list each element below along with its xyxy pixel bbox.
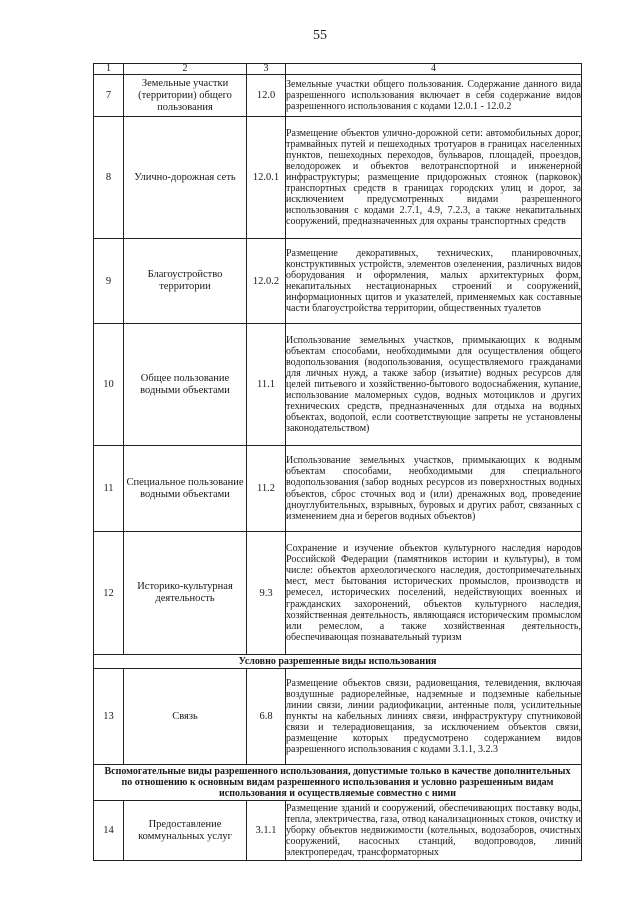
use-type-name: Связь — [124, 669, 247, 765]
use-type-code: 11.1 — [247, 324, 286, 446]
table-row-11 — [94, 446, 582, 532]
use-type-description: Размещение объектов связи, радиовещания, телевидения, включая воздушные радиорелейные, надземные и подземные кабельные линии связи, линии радиофикации, антенные поля, усилительные пункты на кабельных линиях связи, инфраструктуру спутниковой связи и телерадиовещания, за исключением объектов связи, размещение которых предусмотрено содержанием видов разрешенного использования с кодами 3.1.1, 3.2.3 — [286, 669, 582, 765]
section-title: Условно разрешенные виды использования — [94, 655, 582, 669]
row-number: 11 — [94, 446, 124, 532]
use-type-name: Благоустройство территории — [124, 239, 247, 324]
header-col-3: 3 — [247, 64, 286, 75]
use-type-description: Сохранение и изучение объектов культурного наследия народов Российской Федерации (памятников истории и культуры), в том числе: объектов археологического наследия, достопримечательных мест, мест бытования исторических промыслов, производств и ремесел, исторических поселений, недействующих военных и гражданских захоронений, объектов культурного наследия, хозяйственная деятельность, являющаяся историческим промыслом или ремеслом, а также хозяйственная деятельность, обеспечивающая познавательный туризм — [286, 532, 582, 655]
page-number: 55 — [313, 28, 327, 43]
table-row-12 — [94, 532, 582, 655]
row-number: 10 — [94, 324, 124, 446]
header-col-2: 2 — [124, 64, 247, 75]
use-type-name: Специальное пользование водными объектами — [124, 446, 247, 532]
table-row-10 — [94, 324, 582, 446]
table-row-9 — [94, 239, 582, 324]
table-row-14 — [94, 801, 582, 861]
use-type-description: Размещение декоративных, технических, планировочных, конструктивных устройств, элементов озеленения, различных видов оборудования и оформления, малых архитектурных форм, некапитальных нестационарных строений и сооружений, информационных щитов и указателей, применяемых как составные части благоустройства территории, общественных туалетов — [286, 239, 582, 324]
use-type-code: 12.0.1 — [247, 117, 286, 239]
use-type-code: 12.0.2 — [247, 239, 286, 324]
permitted-use-table — [93, 63, 582, 861]
row-number: 13 — [94, 669, 124, 765]
use-type-code: 11.2 — [247, 446, 286, 532]
table-row-13 — [94, 669, 582, 765]
use-type-description: Размещение объектов улично-дорожной сети: автомобильных дорог, трамвайных путей и пешеходных тротуаров в границах населенных пунктов, пешеходных переходов, бульваров, площадей, проездов, велодорожек и объектов велотранспортной и инженерной инфраструктуры; размещение придорожных стоянок (парковок) транспортных средств в границах городских улиц и дорог, за исключением предусмотренных видами разрешенного использования с кодами 2.7.1, 4.9, 7.2.3, а также некапитальных сооружений, предназначенных для охраны транспортных средств — [286, 117, 582, 239]
use-type-description: Использование земельных участков, примыкающих к водным объектам способами, необходимыми для специального водопользования (забор водных ресурсов из поверхностных водных объектов, сброс сточных вод и (или) дренажных вод, проведение дноуглубительных, взрывных, буровых и других работ, связанных с изменением дна и берегов водных объектов) — [286, 446, 582, 532]
row-number: 7 — [94, 75, 124, 117]
use-type-code: 9.3 — [247, 532, 286, 655]
section-heading-auxiliary — [94, 765, 582, 801]
table-row-8 — [94, 117, 582, 239]
header-col-4: 4 — [286, 64, 582, 75]
row-number: 14 — [94, 801, 124, 861]
use-type-name: Предоставление коммунальных услуг — [124, 801, 247, 861]
use-type-code: 6.8 — [247, 669, 286, 765]
row-number: 9 — [94, 239, 124, 324]
use-type-name: Историко-культурная деятельность — [124, 532, 247, 655]
table-header-row — [94, 64, 582, 75]
use-type-code: 3.1.1 — [247, 801, 286, 861]
use-type-name: Земельные участки (территории) общего пользования — [124, 75, 247, 117]
section-title: Вспомогательные виды разрешенного использования, допустимые только в качестве дополнительных по отношению к основным видам разрешенного использования и условно разрешенным видам использования и осуществляемые совместно с ними — [94, 765, 582, 801]
header-col-1: 1 — [94, 64, 124, 75]
use-type-description: Земельные участки общего пользования. Содержание данного вида разрешенного использования включает в себя содержание видов разрешенного использования с кодами 12.0.1 - 12.0.2 — [286, 75, 582, 117]
row-number: 8 — [94, 117, 124, 239]
use-type-description: Размещение зданий и сооружений, обеспечивающих поставку воды, тепла, электричества, газа, отвод канализационных стоков, очистку и уборку объектов недвижимости (котельных, водозаборов, очистных сооружений, насосных станций, водопроводов, линий электропередач, трансформаторных — [286, 801, 582, 861]
use-type-name: Улично-дорожная сеть — [124, 117, 247, 239]
use-type-name: Общее пользование водными объектами — [124, 324, 247, 446]
use-type-code: 12.0 — [247, 75, 286, 117]
row-number: 12 — [94, 532, 124, 655]
use-type-description: Использование земельных участков, примыкающих к водным объектам способами, необходимыми для осуществления общего водопользования (водопользования, осуществляемого гражданами для личных нужд, а также забор (изъятие) водных ресурсов для целей питьевого и хозяйственно-бытового водоснабжения, купание, использование маломерных судов, водных мотоциклов и других технических средств, предназначенных для отдыха на водных объектах, водопой, если соответствующие запреты не установлены законодательством) — [286, 324, 582, 446]
section-heading-conditional — [94, 655, 582, 669]
table-row-7 — [94, 75, 582, 117]
